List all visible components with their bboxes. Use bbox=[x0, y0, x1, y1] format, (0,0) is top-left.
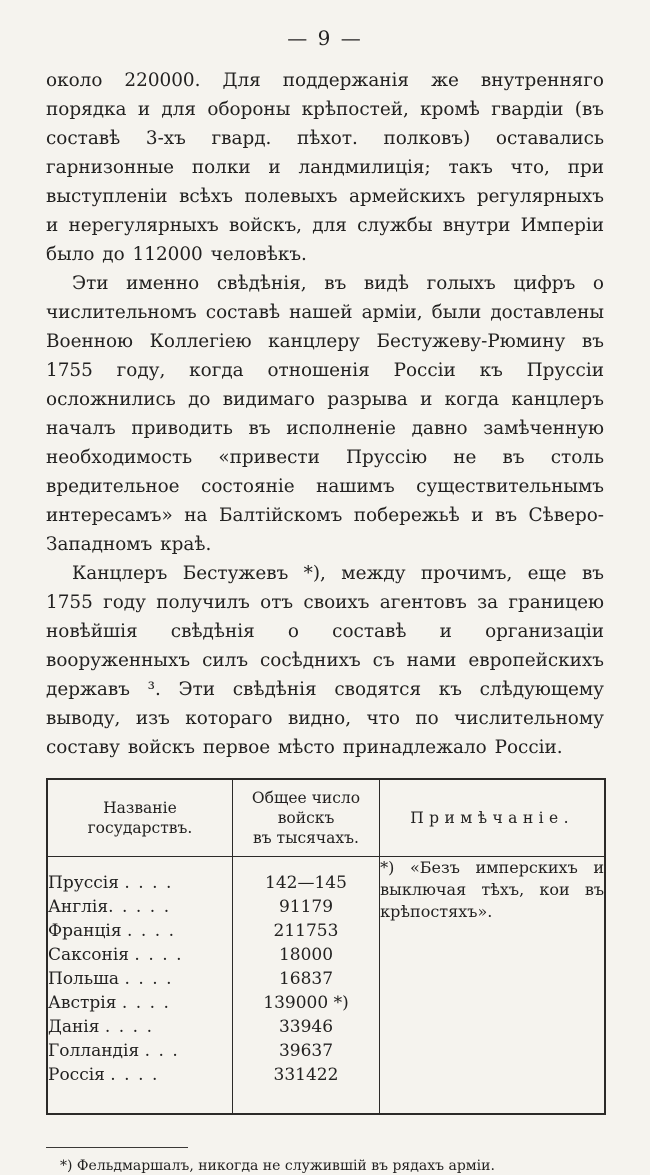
paragraph-2: Эти именно свѣдѣнія, въ видѣ голыхъ цифръ о числительномъ составѣ нашей арміи, были доставлены Военною Коллегіею канцлеру Бестужеву-Рюмину въ 1755 году, когда отношенія Россіи къ Пруссіи осложнились до видимаго разрыва и когда канцлеръ началъ приводить въ исполненіе давно замѣченную необходимость «привести Пруссію не въ столь вредительное состояніе нашимъ существительнымъ интересамъ» на Балтійскомъ побережьѣ и въ Сѣверо-Западномъ краѣ. bbox=[46, 273, 604, 555]
header-troops bbox=[232, 779, 379, 857]
page-number: — 9 — bbox=[287, 26, 363, 50]
troops-value: 139000 *) bbox=[232, 991, 379, 1015]
country-name: Австрія . . . . bbox=[48, 993, 169, 1013]
header-country: Названіе государствъ. bbox=[47, 779, 232, 857]
troops-value: 33946 bbox=[232, 1015, 379, 1039]
country-name: Пруссія . . . . bbox=[48, 873, 172, 893]
troops-value: 211753 bbox=[232, 919, 379, 943]
paragraph-1: около 220000. Для поддержанія же внутренняго порядка и для обороны крѣпостей, кромѣ гвардіи (въ составѣ 3-хъ гвард. пѣхот. полковъ) оставались гарнизонные полки и ландмилиція; такъ что, при выступленіи всѣхъ полевыхъ армейскихъ регулярныхъ и нерегулярныхъ войскъ, для службы внутри Имперіи было до 112000 человѣкъ. bbox=[46, 70, 604, 265]
table-note: *) «Безъ имперскихъ и выключая тѣхъ, кои въ крѣпостяхъ». bbox=[380, 857, 605, 1115]
header-troops-line2: въ тысячахъ. bbox=[253, 829, 359, 847]
country-name: Польша . . . . bbox=[48, 969, 172, 989]
table-row bbox=[47, 857, 605, 896]
table-header-row bbox=[47, 779, 605, 857]
header-troops-line1: Общее число войскъ bbox=[251, 789, 361, 827]
troops-value: 39637 bbox=[232, 1039, 379, 1063]
troops-table bbox=[46, 778, 606, 1115]
country-name: Англія. . . . . bbox=[48, 897, 170, 917]
troops-value: 331422 bbox=[232, 1063, 379, 1087]
paragraph-3: Канцлеръ Бестужевъ *), между прочимъ, еще въ 1755 году получилъ отъ своихъ агентовъ за границею новѣйшія свѣдѣнія о составѣ и организаціи вооруженныхъ силъ сосѣднихъ съ нами европейскихъ державъ ³. Эти свѣдѣнія сводятся къ слѣдующему выводу, изъ котораго видно, что по числительному составу войскъ первое мѣсто принадлежало Россіи. bbox=[46, 563, 604, 758]
troops-value: 142—145 bbox=[232, 857, 379, 896]
country-name: Данія . . . . bbox=[48, 1017, 152, 1037]
troops-value: 91179 bbox=[232, 895, 379, 919]
country-name: Франція . . . . bbox=[48, 921, 175, 941]
country-name: Голландія . . . bbox=[48, 1041, 178, 1061]
footnote-text: *) Фельдмаршалъ, никогда не служившій въ рядахъ арміи. bbox=[60, 1158, 495, 1174]
footnote-block bbox=[46, 1147, 604, 1175]
header-note: Примѣчаніе. bbox=[380, 779, 605, 857]
country-name: Саксонія . . . . bbox=[48, 945, 182, 965]
troops-value: 16837 bbox=[232, 967, 379, 991]
country-name: Россія . . . . bbox=[48, 1065, 158, 1085]
footnote-rule bbox=[46, 1147, 188, 1148]
troops-value: 18000 bbox=[232, 943, 379, 967]
